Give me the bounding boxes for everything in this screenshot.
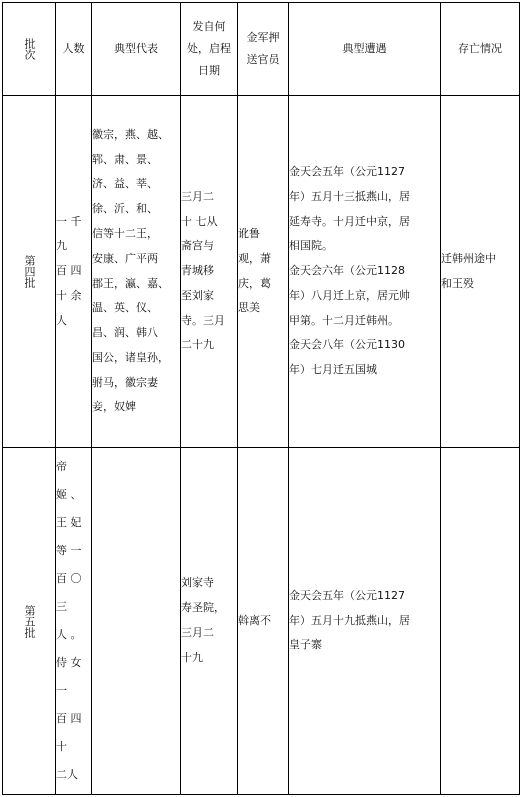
header-survival: 存亡情况 bbox=[441, 3, 520, 96]
header-row bbox=[3, 3, 520, 96]
escort-cell: 讹鲁 观，萧 庆，葛 思美 bbox=[238, 96, 289, 448]
escort-cell: 斡离不 bbox=[238, 448, 289, 795]
count-cell: 一 千 九 百 四 十 余 人 bbox=[56, 96, 92, 448]
table-row-batch-5 bbox=[3, 448, 520, 795]
count-cell: 帝 姬 、 王 妃 等 一 百 〇 三 人 。 侍 女 一 百 四 十 二人 bbox=[56, 448, 92, 795]
table-row-batch-4 bbox=[3, 96, 520, 448]
header-count: 人数 bbox=[56, 3, 92, 96]
batch-cell: 第四批 bbox=[3, 96, 56, 448]
survival-cell bbox=[441, 448, 520, 795]
header-representatives: 典型代表 bbox=[92, 3, 181, 96]
batch-cell: 第五批 bbox=[3, 448, 56, 795]
representatives-cell: 徽宗，燕、越、 郓、肃、景、 济、益、莘、 徐、沂、和、 信等十二王， 安康、广平两 郡王，瀛、嘉、 温、英、仪、 昌、润、韩八 国公，诸皇孙， 驸马，徽宗妻 妾，奴婢 bbox=[92, 96, 181, 448]
survival-cell: 迁韩州途中 和王殁 bbox=[441, 96, 520, 448]
experience-cell: 金天会五年（公元1127 年）五月十九抵燕山，居 皇子寨 bbox=[289, 448, 441, 795]
header-origin: 发自何 处，启程 日期 bbox=[181, 3, 238, 96]
header-experience: 典型遭遇 bbox=[289, 3, 441, 96]
origin-cell: 刘家寺 寿圣院， 三月二 十九 bbox=[181, 448, 238, 795]
experience-cell: 金天会五年（公元1127 年）五月十三抵燕山，居 延寿寺。十月迁中京，居 相国院。 金天会六年（公元1128 年）八月迁上京，居元帅 甲第。十二月迁韩州。 金天会八年（公元1130 年）七月迁五国城 bbox=[289, 96, 441, 448]
header-batch: 批次 bbox=[3, 3, 56, 96]
origin-cell: 三月二 十 七从 斋宫与 青城移 至刘家 寺。三月 二十九 bbox=[181, 96, 238, 448]
representatives-cell bbox=[92, 448, 181, 795]
header-escort: 金军押 送官员 bbox=[238, 3, 289, 96]
batch-table bbox=[2, 2, 520, 795]
